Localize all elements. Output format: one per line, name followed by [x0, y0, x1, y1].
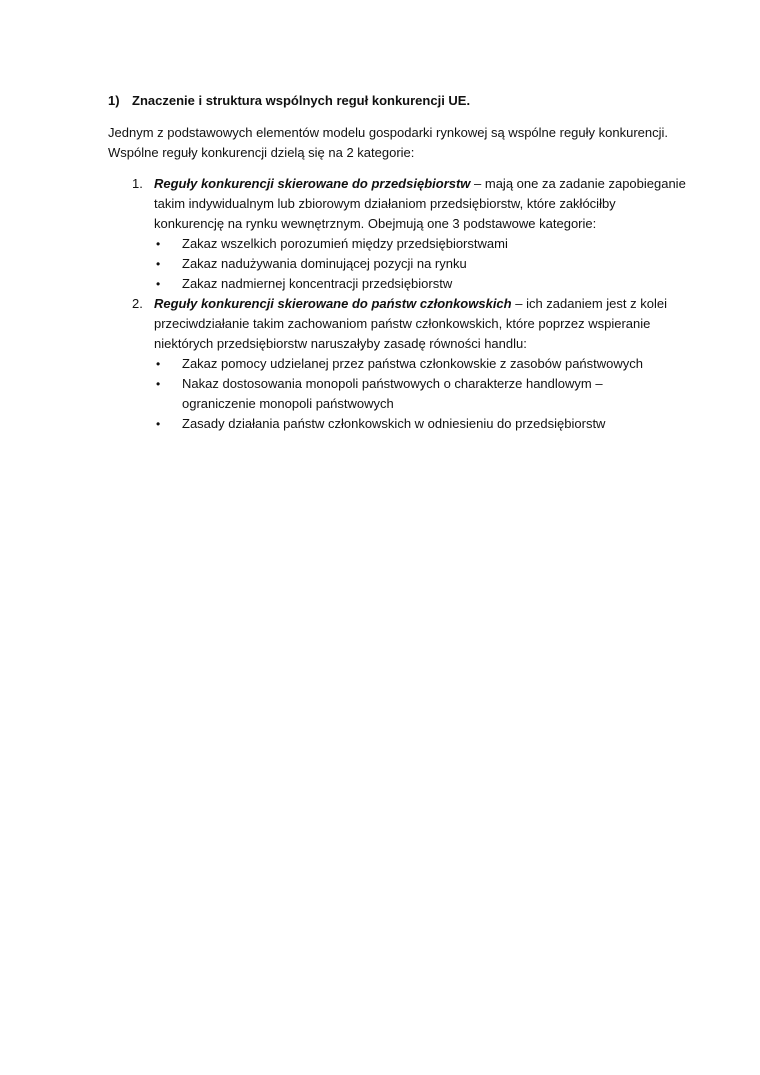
bullet-list: [154, 234, 692, 294]
list-item: [154, 274, 692, 294]
bullet-icon: •: [156, 417, 161, 431]
item-text: [154, 174, 692, 234]
bullet-list: [154, 354, 692, 434]
list-item-text: Zasady działania państw członkowskich w odniesieniu do przedsiębiorstw: [182, 416, 606, 431]
item-line-1-rest: – mają one za zadanie zapobieganie: [470, 176, 686, 191]
item-lead: Reguły konkurencji skierowane do przedsiębiorstw: [154, 176, 471, 191]
bullet-icon: •: [156, 377, 161, 391]
item-number: 1.: [132, 176, 143, 191]
section-title: Znaczenie i struktura wspólnych reguł konkurencji UE.: [132, 93, 471, 108]
list-item-text: Zakaz wszelkich porozumień między przedsiębiorstwami: [182, 236, 508, 251]
bullet-icon: •: [156, 257, 161, 271]
item-line-2: przeciwdziałanie takim zachowaniom państw członkowskich, które poprzez wspieranie: [154, 316, 651, 331]
intro-line-2: Wspólne reguły konkurencji dzielą się na 2 kategorie:: [108, 145, 415, 160]
list-item-continuation: ograniczenie monopoli państwowych: [182, 396, 394, 411]
section-heading: [108, 91, 470, 111]
item-line-1-rest: – ich zadaniem jest z kolei: [511, 296, 667, 311]
list-item-text: Zakaz nadmiernej koncentracji przedsiębiorstw: [182, 276, 453, 291]
item-lead: Reguły konkurencji skierowane do państw członkowskich: [154, 296, 512, 311]
item-text: [154, 294, 692, 354]
intro-paragraph: [108, 123, 688, 163]
list-item: [154, 414, 692, 434]
item-line-2: takim indywidualnym lub zbiorowym działaniom przedsiębiorstw, które zakłóciłby: [154, 196, 616, 211]
bullet-icon: •: [156, 277, 161, 291]
bullet-icon: •: [156, 237, 161, 251]
list-item: [154, 234, 692, 254]
bullet-icon: •: [156, 357, 161, 371]
numbered-item-2: [132, 294, 692, 434]
item-line-3: niektórych przedsiębiorstw naruszałyby zasadę równości handlu:: [154, 336, 527, 351]
list-item-text: Zakaz nadużywania dominującej pozycji na rynku: [182, 256, 467, 271]
list-item-text: Nakaz dostosowania monopoli państwowych o charakterze handlowym –: [182, 376, 603, 391]
list-item: [154, 354, 692, 374]
intro-line-1: Jednym z podstawowych elementów modelu gospodarki rynkowej są wspólne reguły konkurencji.: [108, 125, 669, 140]
item-line-3: konkurencję na rynku wewnętrznym. Obejmują one 3 podstawowe kategorie:: [154, 216, 597, 231]
list-item: [154, 374, 692, 414]
section-number: 1): [108, 93, 120, 108]
list-item: [154, 254, 692, 274]
item-number: 2.: [132, 296, 143, 311]
list-item-text: Zakaz pomocy udzielanej przez państwa członkowskie z zasobów państwowych: [182, 356, 643, 371]
numbered-item-1: [132, 174, 692, 294]
